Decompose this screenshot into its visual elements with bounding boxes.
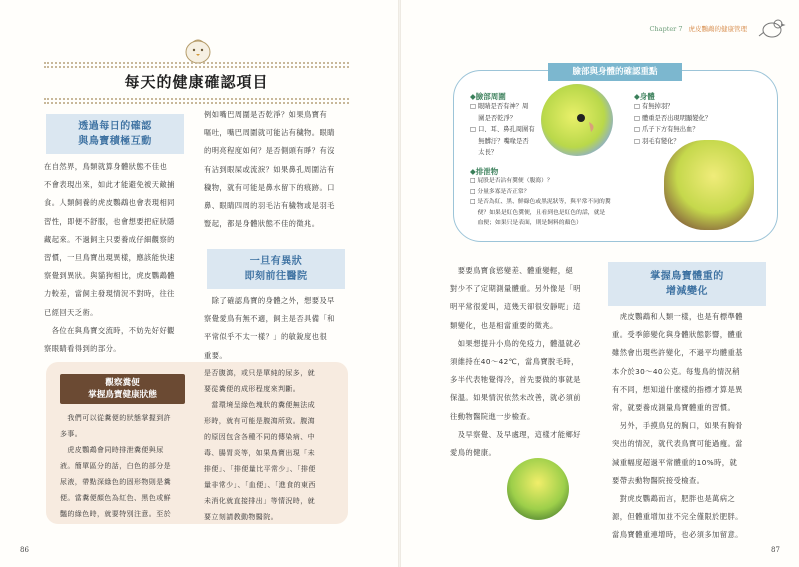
subheading-weight: 掌握鳥寶體重的 增減變化 — [608, 262, 766, 306]
budgie-photo-small — [507, 458, 569, 520]
chapter-number: Chapter 7 — [649, 25, 683, 33]
chapter-title: 虎皮鸚鵡的健康管理 — [688, 25, 747, 33]
page-number-left: 86 — [20, 546, 29, 554]
body-section-heading: ◆身體 — [634, 92, 655, 101]
subheading-go-to-hospital: 一旦有異狀 即刻前往醫院 — [207, 249, 345, 289]
page-number-right: 87 — [771, 546, 780, 554]
face-section-heading: ◆臉部周圍 — [470, 92, 506, 101]
body-text-left-col2b: 除了確認鳥寶的身體之外，想要及早 察覺愛鳥有無不適，飼主是否具備「和 平常似乎不太一樣？」的敏銳度也很 重要。 — [204, 296, 335, 360]
main-heading — [44, 62, 349, 104]
body-text-left-col1: 在自然界，鳥類就算身體狀態不佳也 不會表現出來，如此才能避免被天敵捕 食。人類飼養的虎皮鸚鵡也會表現相同 習性，即便不舒服，也會想要把症狀隱 藏起來。不過飼主只要養成仔細觀察的 習慣，一旦鳥寶出現異樣，應該能快速 察覺到異狀。與貓狗相比，虎皮鸚鵡體 力較差，當飼主發現情況不對時，往往 已經回天乏術。 各位在與鳥寶交流時，不妨先好好觀 察眼睛看得到的部分。 — [44, 162, 175, 354]
chapter-label — [650, 24, 747, 33]
body-text-left-col2: 例如嘴巴周圍是否乾淨？如果鳥寶有 嘔吐，嘴巴周圍就可能沾有穢物。眼睛 的明亮程度如何？是否側頭有睜？有沒 有沾到眼屎或流淚？如果鼻孔周圍沾有 穢物，就有可能是鼻水留下的痕跡。口 鼻、眼睛四周的羽毛沾有穢物或是羽毛 豎起，都是身體狀態不佳的徵兆。 — [204, 110, 335, 229]
body-checklist: □ 有無掉羽？ □ 體重是否出現明顯變化？ □ 爪子下方有無出血？ □ 羽毛有變化？ — [634, 103, 712, 145]
excrement-box-title: 觀察糞便 掌握鳥寶健康狀態 — [60, 374, 185, 404]
body-text-right-col2: 虎皮鸚鵡和人類一樣，也是有標準體 重。受季節變化與身體狀態影響，體重 雖然會出現些許變化，不過平均體重基 本介於30～40公克。每隻鳥的情況稍 有不同，想知道什麼樣的指標才算是異 常，就要養成測量鳥寶體重的習慣。 另外，手摸鳥兒的胸口，如果有胸骨 突出的情況，就代表鳥寶可能過瘦。當 減重幅度超過平常體重的10%時，就 要帶去動物醫院接受檢查。 對虎皮鸚鵡而言，肥胖也是萬病之 源，但體重增加並不完全僅限於肥胖。 當鳥寶體重連增時，也必須多加留意。 — [612, 312, 743, 540]
page-title: 每天的健康確認項目 — [124, 73, 269, 91]
chick-icon — [183, 38, 213, 64]
body-text-right-col1: 要要鳥寶食慾變差、體重變輕，絕 對少不了定期測量體重。另外像是「明 明平常很愛叫，這幾天卻很安靜呢」這 類變化，也是相當重要的徵兆。 如果想提升小鳥的免疫力，體溫就必 須維持在40～42℃，當鳥寶脫毛時， 多半代表牠覺得冷，首先要做的事就是 保溫。如果情況依然未改善，就必須前 往動物醫院進一步檢查。 及早察覺、及早處理，這樣才能鄉好 愛鳥的健康。 — [450, 266, 581, 458]
bird-sketch-icon — [758, 14, 786, 42]
subheading-daily-check: 透過每日的確認 與鳥寶積極互動 — [46, 114, 184, 154]
budgie-resting-photo — [664, 140, 754, 230]
check-points-title: 臉部與身體的確認重點 — [548, 63, 682, 81]
excrement-text-col2: 是否腹瀉，或只是單純的尿多，就 要從糞便的成形程度來判斷。 當環境呈綠色塊狀的糞便無法成 形時，就有可能是腹瀉所致。腹瀉 的原因包含各種不同的傳染病、中 毒、腸胃炎等，如果鳥寶出現「未 排便」、「排便量比平常少」、「排便 量非常少」、「血便」、「進食的東西 未消化就直接排出」等情況時，就 要立刻請教動物醫院。 — [204, 369, 316, 521]
budgie-face-photo — [541, 84, 613, 156]
excrement-checklist: □ 屁股是否沾有糞便（腹瀉）？ □ 分量多寡是否正常？ □ 是否為紅、黑、鮮綠色或黑泥狀等，與平常不同的糞 便？如果是紅色糞便，且看到也是紅色的話，就是 血便；如果只是表面，則是飼料的顏色） — [470, 178, 611, 226]
excrement-text-col1: 我們可以從糞便的狀態掌握到許 多事。 虎皮鸚鵡會同時排泄糞便與尿 液。簡單區分的話，白色的部分是 尿液，帶點深綠色的固形物則是糞 便。當糞便顏色為紅色、黑色或鮮 豔的綠色時，就要特別注意。至於 — [60, 414, 171, 518]
excrement-section-heading: ◆排泄物 — [470, 167, 499, 176]
face-checklist: □ 眼睛是否有神？周 圍是否乾淨？ □ 口、耳、鼻孔周圍有 無髒汙？嘴喙是否 太長？ — [470, 103, 535, 156]
